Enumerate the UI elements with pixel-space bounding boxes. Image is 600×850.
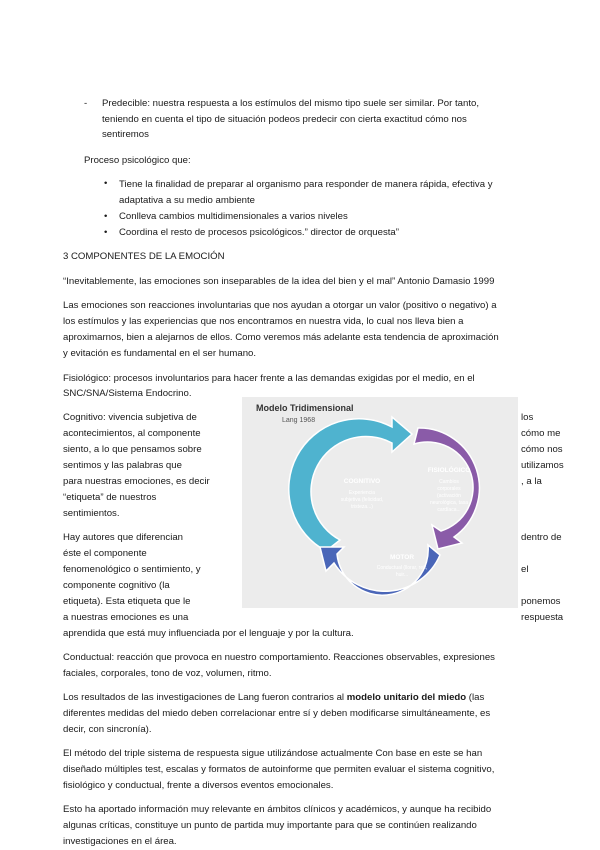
cognitivo-right-4: utilizamos	[521, 460, 564, 471]
metodo-line-3: fisiológico y conductual, frente a diversos eventos emocionales.	[63, 780, 334, 791]
conductual-line-2: faciales, corporales, tono de voz, volumen, ritmo.	[63, 668, 272, 679]
hay-right-3: ponemos	[521, 596, 561, 607]
fisiologico-desc-2: corporales	[437, 486, 461, 492]
cognitivo-left-3: siento, a lo que pensamos sobre	[63, 444, 202, 455]
bullet-marker: •	[104, 211, 108, 222]
hay-left-4: componente cognitivo (la	[63, 580, 170, 591]
predecible-line-2: teniendo en cuenta el tipo de situación podeos predecir con cierta exactitud cómo nos	[102, 114, 467, 125]
quote: “Inevitablemente, las emociones son inseparables de la idea del bien y el mal” Antonio Damasio 1999	[63, 276, 495, 287]
fisiologico-line-1: Fisiológico: procesos involuntarios para hacer frente a las demandas exigidas por el medio, en el	[63, 373, 475, 384]
motor-label: MOTOR	[389, 554, 415, 561]
motor-desc-1: Conductual (llorar, reír,	[376, 565, 428, 571]
diagram-title: Modelo Tridimensional	[256, 403, 354, 413]
para1-line-1: Las emociones son reacciones involuntarias que nos ayudan a otorgar un valor (positivo o negativo) a	[63, 300, 497, 311]
diagram-subtitle: Lang 1968	[282, 417, 316, 424]
hay-right-2: el	[521, 564, 529, 575]
cognitivo-left-2: acontecimientos, al componente	[63, 428, 201, 439]
predecible-line-3: sentiremos	[102, 129, 149, 140]
cognitivo-right-1: los	[521, 412, 534, 423]
hay-right-4: respuesta	[521, 612, 564, 623]
cognitivo-label: COGNITIVO	[343, 478, 381, 485]
fisiologico-desc-1: Cambios	[439, 479, 459, 485]
cognitivo-left-6: “etiqueta” de nuestros	[63, 492, 157, 503]
modelo-unitario-bold: modelo unitario del miedo	[346, 692, 467, 703]
proceso-heading: Proceso psicológico que:	[84, 155, 191, 166]
fisiologico-desc-5: cardíaca...	[437, 507, 461, 513]
cognitivo-right-2: cómo me	[521, 428, 561, 439]
bullet-marker: •	[104, 178, 108, 189]
hay-left-5: etiqueta). Esta etiqueta que le	[63, 596, 191, 607]
hay-right-1: dentro de	[521, 532, 562, 543]
bullet-1-line-2: adaptativa a su medio ambiente	[119, 195, 255, 206]
para1-line-4: y evitación es fundamental en el ser humano.	[63, 348, 257, 359]
hay-left-7: aprendida que está muy influenciada por el lenguaje y por la cultura.	[63, 628, 354, 639]
metodo-line-2: diseñado múltiples test, escalas y formatos de autoinforme que permiten evaluar el sistema cognitivo,	[63, 764, 495, 775]
cognitivo-desc-1: Experiencia	[348, 490, 376, 496]
modelo-tridimensional-diagram	[242, 397, 518, 608]
cognitivo-right-5: , a la	[521, 476, 542, 487]
conductual-line-1: Conductual: reacción que provoca en nuestro comportamiento. Reacciones observables, expresiones	[63, 652, 495, 663]
list-marker: -	[84, 98, 88, 109]
cognitivo-right-3: cómo nos	[521, 444, 563, 455]
cognitivo-left-4: sentimos y las palabras que	[63, 460, 182, 471]
esto-line-2: algunas críticas, constituye un punto de partida muy importante para que se continúen realizando	[63, 820, 477, 831]
hay-left-6: a nuestras emociones es una	[63, 612, 189, 623]
section-heading: 3 COMPONENTES DE LA EMOCIÓN	[63, 251, 225, 262]
cognitivo-desc-3: tristeza...)	[351, 504, 373, 510]
lang-line-3: decir, con sincronía).	[63, 724, 152, 735]
esto-line-3: investigaciones en el área.	[63, 836, 177, 847]
para1-line-2: los estímulos y las experiencias que nos encontramos en nuestra vida, lo cual nos lleva bien a	[63, 316, 464, 327]
hay-left-1: Hay autores que diferencian	[63, 532, 183, 543]
bullet-1-line-1: Tiene la finalidad de preparar al organismo para responder de manera rápida, efectiva y	[119, 179, 493, 190]
hay-left-3: fenomenológico o sentimiento, y	[63, 564, 201, 575]
bullet-3: Coordina el resto de procesos psicológicos.” director de orquesta”	[119, 227, 399, 238]
bullet-2: Conlleva cambios multidimensionales a varios niveles	[119, 211, 348, 222]
fisiologico-desc-3: (activación	[437, 493, 461, 499]
cognitivo-left-5: para nuestras emociones, es decir	[63, 476, 210, 487]
para1-line-3: aproximarnos, bien a alejarnos de ellos. Como veremos más adelante esta tendencia de aproximación	[63, 332, 499, 343]
bullet-marker: •	[104, 227, 108, 238]
motor-desc-2: huir...	[395, 572, 409, 578]
hay-left-2: éste el componente	[63, 548, 147, 559]
fisiologico-desc-4: neurológica, tasa	[429, 500, 469, 506]
fisiologico-label: FISIOLÓGICO	[427, 467, 471, 474]
cognitivo-left-7: sentimientos.	[63, 508, 120, 519]
cognitivo-left-1: Cognitivo: vivencia subjetiva de	[63, 412, 197, 423]
predecible-line-1: Predecible: nuestra respuesta a los estímulos del mismo tipo suele ser similar. Por tanto,	[102, 98, 479, 109]
lang-line-1: Los resultados de las investigaciones de Lang fueron contrarios al modelo unitario del miedo (las	[63, 692, 485, 703]
lang-line-2: diferentes medidas del miedo deben correlacionar entre sí y deben modificarse simultáneamente, es	[63, 708, 491, 719]
esto-line-1: Esto ha aportado información muy relevante en ámbitos clínicos y académicos, y aunque ha recibido	[63, 804, 492, 815]
metodo-line-1: El método del triple sistema de respuesta sigue utilizándose actualmente Con base en este se han	[63, 748, 483, 759]
cognitivo-desc-2: subjetiva (felicidad,	[340, 497, 384, 503]
fisiologico-line-2: SNC/SNA/Sistema Endocrino.	[63, 388, 192, 399]
